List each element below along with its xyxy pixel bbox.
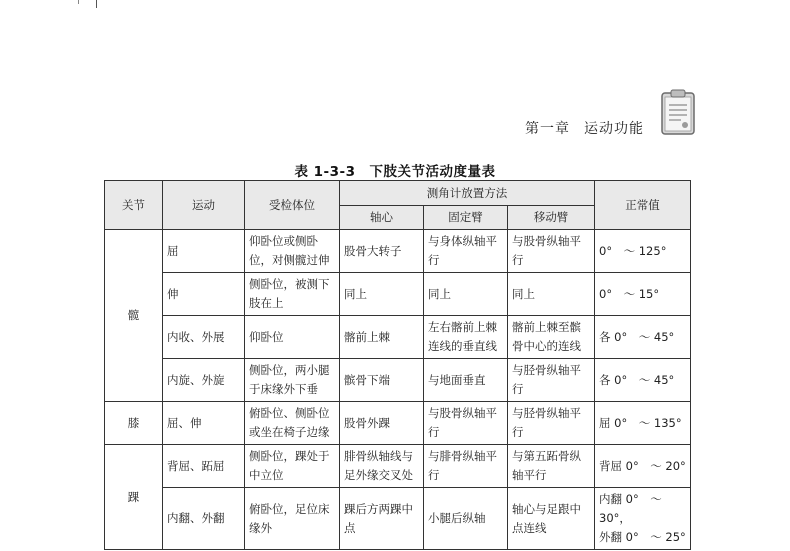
joint-knee: 膝 (105, 402, 163, 445)
table-row (105, 273, 691, 316)
cell-position: 侧卧位，踝处于中立位 (245, 445, 340, 488)
header-fixed-arm: 固定臂 (424, 206, 508, 230)
cell-motion: 屈 (163, 230, 245, 273)
cell-normal: 0° ～ 15° (595, 273, 691, 316)
cell-normal: 各 0° ～ 45° (595, 316, 691, 359)
cell-fixed-arm: 同上 (424, 273, 508, 316)
clipboard-icon (660, 88, 696, 136)
chapter-title: 运动功能 (584, 121, 644, 137)
cell-normal: 0° ～ 125° (595, 230, 691, 273)
cell-position: 侧卧位，被测下肢在上 (245, 273, 340, 316)
joint-ankle: 踝 (105, 445, 163, 550)
cell-fixed-arm: 与腓骨纵轴平行 (424, 445, 508, 488)
chapter-header (525, 118, 644, 138)
cell-normal: 背屈 0° ～ 20° (595, 445, 691, 488)
cell-motion: 内翻、外翻 (163, 488, 245, 550)
table-title: 表 1-3-3 下肢关节活动度量表 (294, 164, 496, 180)
header-position: 受检体位 (245, 181, 340, 230)
crop-mark (96, 0, 97, 8)
cell-moving-arm: 与股骨纵轴平行 (508, 230, 595, 273)
cell-fixed-arm: 与身体纵轴平行 (424, 230, 508, 273)
cell-moving-arm: 髂前上棘至髌骨中心的连线 (508, 316, 595, 359)
cell-normal: 各 0° ～ 45° (595, 359, 691, 402)
cell-position: 侧卧位，两小腿于床缘外下垂 (245, 359, 340, 402)
table-row (105, 488, 691, 550)
cell-moving-arm: 同上 (508, 273, 595, 316)
header-goniometer: 测角计放置方法 (340, 181, 595, 206)
cell-position: 俯卧位，足位床缘外 (245, 488, 340, 550)
cell-position: 仰卧位 (245, 316, 340, 359)
cell-motion: 内旋、外旋 (163, 359, 245, 402)
table-row (105, 230, 691, 273)
table-row (105, 316, 691, 359)
cell-motion: 伸 (163, 273, 245, 316)
cell-normal (595, 488, 691, 550)
cell-motion: 背屈、跖屈 (163, 445, 245, 488)
cell-axis: 股骨大转子 (340, 230, 424, 273)
cell-axis: 髌骨下端 (340, 359, 424, 402)
cell-moving-arm: 轴心与足跟中点连线 (508, 488, 595, 550)
table-row (105, 359, 691, 402)
joint-hip: 髋 (105, 230, 163, 402)
table-row (105, 402, 691, 445)
cell-axis: 腓骨纵轴线与足外缘交叉处 (340, 445, 424, 488)
header-moving-arm: 移动臂 (508, 206, 595, 230)
cell-moving-arm: 与胫骨纵轴平行 (508, 359, 595, 402)
cell-normal: 屈 0° ～ 135° (595, 402, 691, 445)
cell-motion: 内收、外展 (163, 316, 245, 359)
cell-axis: 股骨外踝 (340, 402, 424, 445)
cell-fixed-arm: 与股骨纵轴平行 (424, 402, 508, 445)
range-of-motion-table (104, 180, 691, 550)
header-normal: 正常值 (595, 181, 691, 230)
cell-axis: 踝后方两踝中点 (340, 488, 424, 550)
cell-motion: 屈、伸 (163, 402, 245, 445)
cell-position: 仰卧位或侧卧位，对侧髋过伸 (245, 230, 340, 273)
crop-mark-left (78, 0, 79, 4)
header-joint: 关节 (105, 181, 163, 230)
cell-normal-line: 内翻 0° ～ 30°， (599, 492, 662, 525)
cell-fixed-arm: 与地面垂直 (424, 359, 508, 402)
cell-normal-line: 外翻 0° ～ 25° (599, 530, 686, 544)
table-row (105, 445, 691, 488)
chapter-number: 第一章 (525, 121, 570, 137)
cell-position: 俯卧位、侧卧位或坐在椅子边缘 (245, 402, 340, 445)
cell-moving-arm: 与第五跖骨纵轴平行 (508, 445, 595, 488)
cell-axis: 同上 (340, 273, 424, 316)
cell-axis: 髂前上棘 (340, 316, 424, 359)
cell-fixed-arm: 左右髂前上棘连线的垂直线 (424, 316, 508, 359)
header-motion: 运动 (163, 181, 245, 230)
cell-fixed-arm: 小腿后纵轴 (424, 488, 508, 550)
header-axis: 轴心 (340, 206, 424, 230)
cell-moving-arm: 与胫骨纵轴平行 (508, 402, 595, 445)
